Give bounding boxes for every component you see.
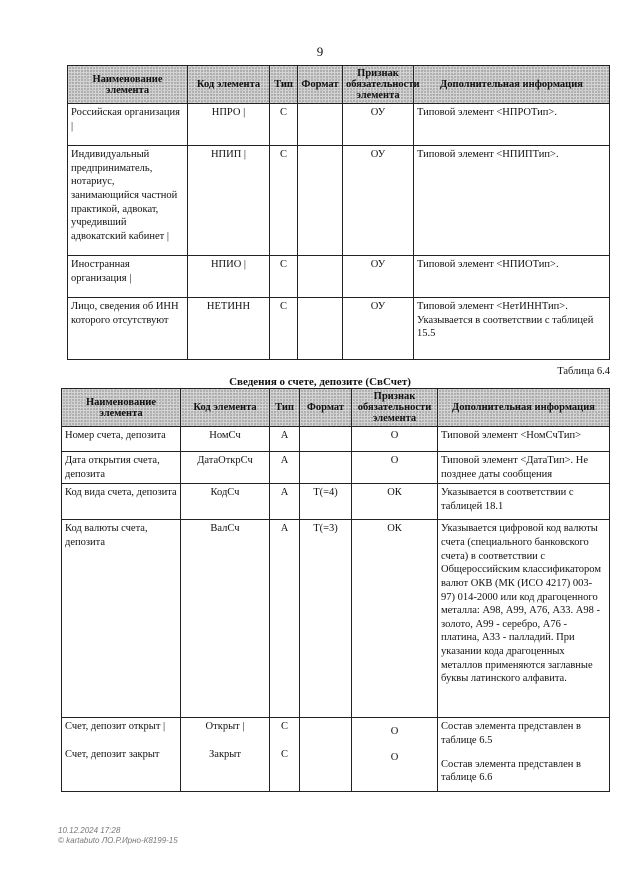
table-number: Таблица 6.4: [557, 366, 610, 377]
cell-required: О: [352, 427, 438, 452]
header-type: Тип: [270, 389, 300, 427]
cell-required: ОК: [352, 484, 438, 520]
cell-code: НПИП |: [188, 146, 270, 256]
table-row: [68, 146, 610, 256]
stamp-source: © kartabuto ЛО.Р.Ирно-К8199-15: [58, 836, 178, 845]
cell-info: Типовой элемент <НетИННТип>. Указывается в соответствии с таблицей 15.5: [414, 298, 610, 360]
code-opened: Открыт |: [205, 721, 245, 733]
cell-code: НПИО |: [188, 256, 270, 298]
header-code: Код элемента: [188, 66, 270, 104]
cell-code: НЕТИНН: [188, 298, 270, 360]
cell-code: ДатаОткрСч: [181, 452, 270, 484]
header-info: Дополнительная информация: [438, 389, 610, 427]
name-opened: Счет, депозит открыт |: [65, 721, 166, 733]
table-row: [62, 427, 610, 452]
cell-format: [298, 298, 343, 360]
cell-format: [300, 718, 352, 792]
req-closed: О: [390, 751, 399, 763]
cell-name: Номер счета, депозита: [62, 427, 181, 452]
cell-name: [62, 718, 181, 792]
cell-name: Лицо, сведения об ИНН которого отсутствуют: [68, 298, 188, 360]
header-name: Наименование элемента: [62, 389, 181, 427]
cell-required: ОУ: [343, 146, 414, 256]
cell-required: ОК: [352, 520, 438, 718]
cell-required: О: [352, 452, 438, 484]
cell-code: НомСч: [181, 427, 270, 452]
cell-type: С: [270, 298, 298, 360]
cell-format: [298, 146, 343, 256]
cell-type: А: [270, 452, 300, 484]
cell-required: ОУ: [343, 298, 414, 360]
cell-type: [270, 718, 300, 792]
cell-format: [300, 452, 352, 484]
elements-table-2: [61, 388, 610, 792]
table-header-row: [68, 66, 610, 104]
cell-format: Т(=4): [300, 484, 352, 520]
table-row: [62, 484, 610, 520]
header-required: Признак обязательности элемента: [343, 66, 414, 104]
name-closed: Счет, депозит закрыт: [65, 748, 160, 760]
cell-info: Типовой элемент <НПРОТип>.: [414, 104, 610, 146]
cell-format: [298, 104, 343, 146]
cell-format: [300, 427, 352, 452]
header-type: Тип: [270, 66, 298, 104]
cell-required: ОУ: [343, 256, 414, 298]
stamp-datetime: 10.12.2024 17:28: [58, 826, 121, 835]
cell-code: НПРО |: [188, 104, 270, 146]
table-row: [62, 718, 610, 792]
cell-info: [438, 718, 610, 792]
table-row: [68, 104, 610, 146]
cell-name: Дата открытия счета, депозита: [62, 452, 181, 484]
table-row: [62, 452, 610, 484]
table-row: [62, 520, 610, 718]
type-closed: С: [280, 748, 288, 760]
cell-code: [181, 718, 270, 792]
header-code: Код элемента: [181, 389, 270, 427]
cell-type: С: [270, 104, 298, 146]
cell-type: А: [270, 520, 300, 718]
cell-type: А: [270, 427, 300, 452]
cell-name: Код вида счета, депозита: [62, 484, 181, 520]
header-format: Формат: [300, 389, 352, 427]
info-opened: Состав элемента представлен в таблице 6.5: [441, 721, 581, 746]
page-number: 9: [316, 44, 324, 59]
cell-type: С: [270, 146, 298, 256]
cell-info: Типовой элемент <НомСчТип>: [438, 427, 610, 452]
elements-table-1: [67, 65, 610, 360]
info-closed: Состав элемента представлен в таблице 6.6: [441, 758, 581, 784]
cell-info: Типовой элемент <ДатаТип>. Не позднее даты сообщения: [438, 452, 610, 484]
cell-required: ОУ: [343, 104, 414, 146]
table-row: [68, 298, 610, 360]
header-info: Дополнительная информация: [414, 66, 610, 104]
cell-code: ВалСч: [181, 520, 270, 718]
header-name: Наименование элемента: [68, 66, 188, 104]
cell-info: Типовой элемент <НПИПТип>.: [414, 146, 610, 256]
code-closed: Закрыт: [209, 748, 241, 760]
header-required: Признак обязательности элемента: [352, 389, 438, 427]
table-row: [68, 256, 610, 298]
cell-type: А: [270, 484, 300, 520]
cell-name: Индивидуальный предприниматель, нотариус, занимающийся частной практикой, адвокат, учредивший адвокатский кабинет |: [68, 146, 188, 256]
req-opened: О: [390, 726, 399, 738]
cell-name: Иностранная организация |: [68, 256, 188, 298]
cell-name: Российская организация |: [68, 104, 188, 146]
cell-format: [298, 256, 343, 298]
table-header-row: [62, 389, 610, 427]
cell-type: С: [270, 256, 298, 298]
type-opened: С: [280, 721, 288, 733]
cell-name: Код валюты счета, депозита: [62, 520, 181, 718]
cell-info: Типовой элемент <НПИОТип>.: [414, 256, 610, 298]
header-format: Формат: [298, 66, 343, 104]
cell-code: КодСч: [181, 484, 270, 520]
cell-info: Указывается цифровой код валюты счета (специального банковского счета) в соответствии с Общероссийским классификатором валют ОКВ (МК (ИСО 4217) 003-97) 014-2000 или код драгоценного металла: А98, А99, А76, А33. А98 - золото, А99 - серебро, А76 - платина, А33 - палладий. При указании кода драгоценных металлов применяются заглавные буквы латинского алфавита.: [438, 520, 610, 718]
cell-info: Указывается в соответствии с таблицей 18.1: [438, 484, 610, 520]
cell-format: Т(=3): [300, 520, 352, 718]
print-stamp: [58, 826, 178, 846]
table-title: Сведения о счете, депозите (СвСчет): [229, 376, 411, 388]
cell-required: [352, 718, 438, 792]
